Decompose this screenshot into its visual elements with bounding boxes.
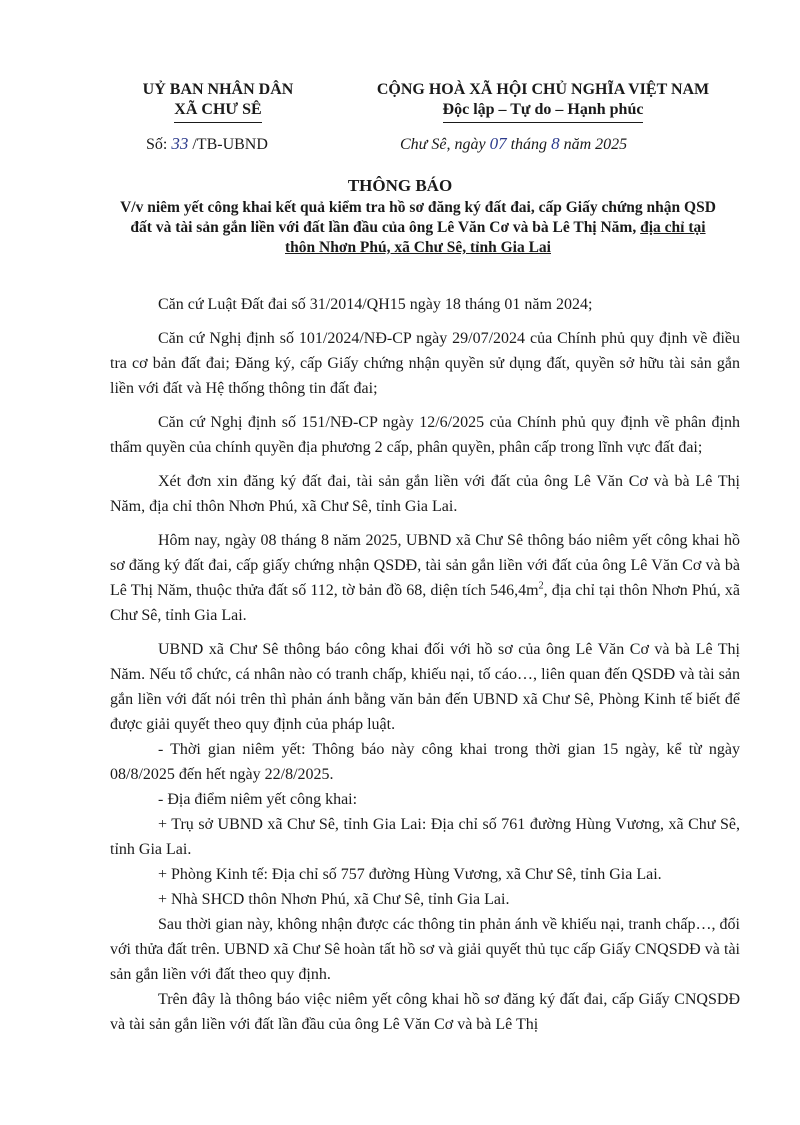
announcement-address: , địa chỉ tại thôn Nhơn Phú, xã Chư Sê, tỉnh Gia Lai. xyxy=(110,582,741,624)
date-month-label: tháng xyxy=(510,136,548,153)
subject-address-underlined: địa chỉ tại thôn Nhơn Phú, xã Chư Sê, tỉnh Gia Lai xyxy=(285,219,706,256)
closing-paragraph: Trên đây là thông báo việc niêm yết công khai hồ sơ đăng ký đất đai, cấp Giấy CNQSDĐ và tài sản gắn liền với đất lần đầu của ông Lê Văn Cơ và bà Lê Thị xyxy=(110,991,740,1033)
issuing-authority xyxy=(118,80,318,123)
subject-text: V/v niêm yết công khai kết quả kiểm tra hồ sơ đăng ký đất đai, cấp Giấy chứng nhận QSD đất và tài sản gắn liền với đất lần đầu của ông Lê Văn Cơ và bà Lê Thị Năm, xyxy=(120,199,716,236)
area-unit-superscript: 2 xyxy=(538,580,544,592)
nation-line-1: CỘNG HOÀ XÃ HỘI CHỦ NGHĨA VIỆT NAM xyxy=(376,81,710,98)
posting-period: - Thời gian niêm yết: Thông báo này công khai trong thời gian 15 ngày, kể từ ngày 08/8/2025 đến hết ngày 22/8/2025. xyxy=(110,741,740,783)
posting-location-commune-hq: + Trụ sở UBND xã Chư Sê, tỉnh Gia Lai: Địa chỉ số 761 đường Hùng Vương, xã Chư Sê, tỉnh Gia Lai. xyxy=(110,816,740,858)
document-date xyxy=(400,134,627,154)
nation-motto: Độc lập – Tự do – Hạnh phúc xyxy=(443,100,644,123)
application-paragraph: Xét đơn xin đăng ký đất đai, tài sản gắn liền với đất của ông Lê Văn Cơ và bà Lê Thị Năm, địa chỉ thôn Nhơn Phú, xã Chư Sê, tỉnh Gia Lai. xyxy=(110,473,740,515)
posting-location-economy-office: + Phòng Kinh tế: Địa chỉ số 757 đường Hùng Vương, xã Chư Sê, tỉnh Gia Lai. xyxy=(158,866,662,883)
posting-location-village-hall: + Nhà SHCD thôn Nhơn Phú, xã Chư Sê, tỉnh Gia Lai. xyxy=(158,891,510,908)
doc-number-handwritten: 33 xyxy=(171,134,189,153)
announcement-text: Hôm nay, ngày 08 tháng 8 năm 2025, UBND xã Chư Sê thông báo niêm yết công khai hồ sơ đăng ký đất đai, cấp giấy chứng nhận QSDĐ, tài sản gắn liền với đất của ông Lê Văn Cơ và bà Lê Thị Năm, thuộc thửa đất số 112, tờ bản đồ 68, diện tích 546,4m xyxy=(110,532,740,599)
doc-number-prefix: Số: xyxy=(146,136,168,153)
document-body xyxy=(110,292,740,1037)
document-title: THÔNG BÁO xyxy=(347,176,453,195)
document-subject xyxy=(118,198,718,258)
after-period-paragraph: Sau thời gian này, không nhận được các thông tin phản ánh về khiếu nại, tranh chấp…, đối với thửa đất trên. UBND xã Chư Sê hoàn tất hồ sơ và giải quyết thủ tục cấp Giấy CNQSDĐ và tài sản gắn liền với đất theo quy định. xyxy=(110,916,740,983)
announcement-paragraph xyxy=(110,528,740,628)
org-line-1: UỶ BAN NHÂN DÂN xyxy=(142,81,294,98)
complaint-paragraph: UBND xã Chư Sê thông báo công khai đối với hồ sơ của ông Lê Văn Cơ và bà Lê Thị Năm. Nếu tổ chức, cá nhân nào có tranh chấp, khiếu nại, tố cáo…, liên quan đến QSDĐ và tài sản gắn liền với đất nói trên thì phản ánh bằng văn bản đến UBND xã Chư Sê, Phòng Kinh tế biết để được giải quyết theo quy định của pháp luật. xyxy=(110,641,740,733)
national-header xyxy=(348,80,738,123)
legal-basis-decree-151: Căn cứ Nghị định số 151/NĐ-CP ngày 12/6/2025 của Chính phủ quy định về phân định thẩm quyền của chính quyền địa phương 2 cấp, phân quyền, phân cấp trong lĩnh vực đất đai; xyxy=(110,414,740,456)
document-number xyxy=(146,134,268,154)
org-line-2: XÃ CHƯ SÊ xyxy=(174,100,261,123)
legal-basis-decree-101: Căn cứ Nghị định số 101/2024/NĐ-CP ngày 29/07/2024 của Chính phủ quy định về điều tra cơ bản đất đai; Đăng ký, cấp Giấy chứng nhận quyền sử dụng đất, quyền sở hữu tài sản gắn liền với đất và Hệ thống thông tin đất đai; xyxy=(110,330,740,397)
date-month-handwritten: 8 xyxy=(551,134,560,153)
date-day-handwritten: 07 xyxy=(489,134,507,153)
doc-number-suffix: /TB-UBND xyxy=(192,136,268,153)
date-place-prefix: Chư Sê, ngày xyxy=(400,136,486,153)
legal-basis-law: Căn cứ Luật Đất đai số 31/2014/QH15 ngày 18 tháng 01 năm 2024; xyxy=(158,296,593,313)
date-year: năm 2025 xyxy=(563,136,628,153)
posting-locations-heading: - Địa điểm niêm yết công khai: xyxy=(158,791,358,808)
